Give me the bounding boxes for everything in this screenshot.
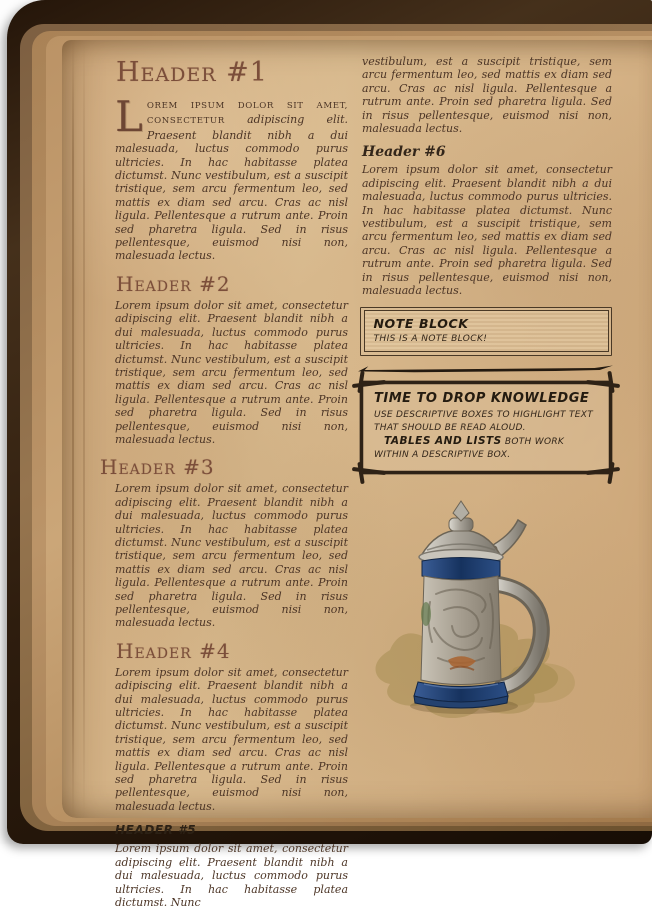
ink-divider-rule — [355, 364, 617, 375]
beer-stein-illustration — [364, 498, 596, 734]
descriptive-box-line2 — [374, 435, 598, 462]
descriptive-box-title: TIME TO DROP KNOWLEDGE — [374, 390, 590, 406]
paragraph-continuation: vestibulum, est a suscipit tristique, sem arcu fermentum leo, sed mattis ex diam sed arcu. Cras ac nisl ligula. Pellentesque a rutrum ante. Proin sed pharetra ligula. Sed in risus pellentesque, euismod nisi non, malesuada lectus. — [362, 55, 612, 136]
descriptive-box-line2-rest: BOTH WORK WITHIN A DESCRIPTIVE BOX. — [374, 436, 565, 460]
paragraph-text: adipiscing elit. Praesent blandit nibh a dui malesuada, luctus commodo purus ultricies. In hac habitasse platea dictumst. Nunc vestibulum, est a suscipit tristique, sem arcu fermentum leo, sed mattis ex diam sed arcu. Cras ac nisl ligula. Pellentesque a rutrum ante. Proin sed pharetra ligula. Sed in risus pellentesque, euismod nisi non, malesuada lectus. — [115, 113, 349, 263]
brush-corner-icon — [352, 376, 386, 392]
brush-corner-icon — [586, 463, 620, 479]
page-content — [62, 40, 652, 918]
column-left — [100, 55, 348, 918]
note-block — [360, 307, 612, 356]
column-right — [360, 55, 612, 918]
brush-corner-icon — [352, 463, 386, 479]
section-header-1: Header #1 — [116, 57, 268, 88]
note-block-body: THIS IS A NOTE BLOCK! — [373, 334, 488, 344]
paragraph: Lorem ipsum dolor sit amet, consectetur adipiscing elit. Praesent blandit nibh a dui malesuada, luctus commodo purus ultricies. In hac habitasse platea dictumst. Nunc vestibulum, est a suscipit tristique, sem arcu fermentum leo, sed mattis ex diam sed arcu. Cras ac nisl ligula. Pellentesque a rutrum ante. Proin sed pharetra ligula. Sed in risus pellentesque, euismod nisi non, malesuada lectus. — [362, 163, 612, 298]
paragraph: Lorem ipsum dolor sit amet, consectetur adipiscing elit. Praesent blandit nibh a dui malesuada, luctus commodo purus ultricies. In hac habitasse platea dictumst. Nunc vestibulum, est a suscipit tristique, sem arcu fermentum leo, sed mattis ex diam sed arcu. Cras ac nisl ligula. Pellentesque a rutrum ante. Proin sed pharetra ligula. Sed in risus pellentesque, euismod nisi non, malesuada lectus. — [115, 665, 348, 813]
descriptive-box-line2-bold: TABLES AND LISTS — [384, 434, 502, 447]
descriptive-box — [360, 381, 612, 474]
brush-corner-icon — [586, 376, 620, 392]
paragraph: Lorem ipsum dolor sit amet, consectetur adipiscing elit. Praesent blandit nibh a dui malesuada, luctus commodo purus ultricies. In hac habitasse platea dictumst. Nunc — [115, 842, 348, 909]
section-header-6: Header #6 — [362, 144, 446, 161]
paragraph: Lorem ipsum dolor sit amet, consectetur adipiscing elit. Praesent blandit nibh a dui malesuada, luctus commodo purus ultricies. In hac habitasse platea dictumst. Nunc vestibulum, est a suscipit tristique, sem arcu fermentum leo, sed mattis ex diam sed arcu. Cras ac nisl ligula. Pellentesque a rutrum ante. Proin sed pharetra ligula. Sed in risus pellentesque, euismod nisi non, malesuada lectus. — [115, 482, 348, 630]
note-block-inner — [364, 310, 609, 352]
section-header-4: Header #4 — [116, 638, 231, 663]
descriptive-box-line1: USE DESCRIPTIVE BOXES TO HIGHLIGHT TEXT THAT SHOULD BE READ ALOUD. — [374, 409, 594, 433]
section-header-2: Header #2 — [116, 271, 231, 296]
parchment-page — [62, 40, 652, 909]
drop-cap: L — [115, 92, 143, 141]
note-block-title: NOTE BLOCK — [373, 316, 469, 331]
lead-smallcaps: OREM IPSUM DOLOR SIT AMET, CONSECTETUR — [146, 101, 348, 127]
section-header-5: HEADER #5 — [115, 823, 197, 838]
paragraph: Lorem ipsum dolor sit amet, consectetur adipiscing elit. Praesent blandit nibh a dui malesuada, luctus commodo purus ultricies. In hac habitasse platea dictumst. Nunc vestibulum, est a suscipit tristique, sem arcu fermentum leo, sed mattis ex diam sed arcu. Cras ac nisl ligula. Pellentesque a rutrum ante. Proin sed pharetra ligula. Sed in risus pellentesque, euismod nisi non, malesuada lectus. — [115, 298, 348, 446]
section-header-3: Header #3 — [100, 455, 215, 480]
paragraph — [115, 92, 349, 263]
